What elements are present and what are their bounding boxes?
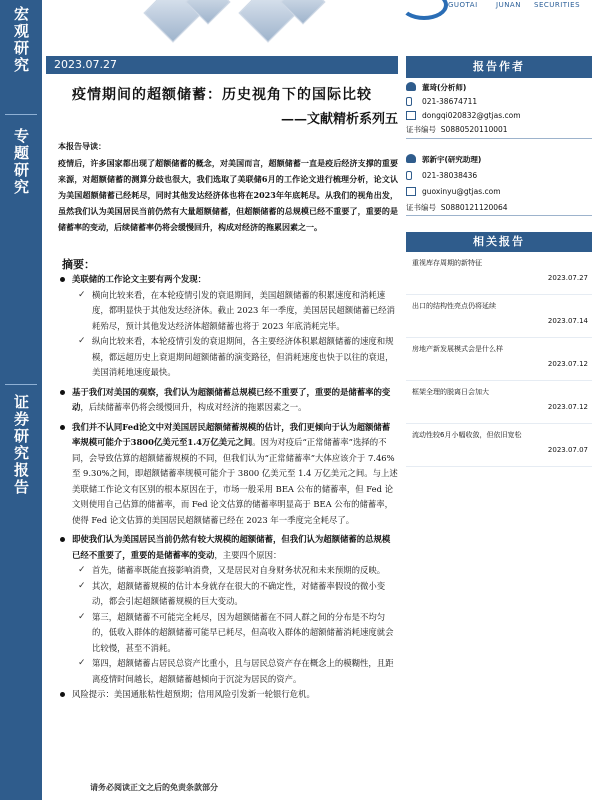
author-email[interactable]: guoxinyu@gtjas.com <box>422 187 501 196</box>
bullet-bold-text: 基于我们对美国的观察，我们认为超额储蓄总规模已经不重要了，重要的是储蓄率的变动 <box>72 386 391 412</box>
abstract-label: 摘要： <box>62 258 95 271</box>
sub-item-text: 纵向比较来看，本轮疫情引发的衰退期间，各主要经济体积累超额储蓄的速度和规模，都远超历史上衰退期间超额储蓄的演变路径，但消耗速度也快于以往的衰退，美国消耗地速度最快。 <box>92 336 394 377</box>
checkmark-icon: ✓ <box>78 289 86 300</box>
risk-warning-text: 风险提示：美国通胀粘性超预期；信用风险引发新一轮银行危机。 <box>72 689 315 699</box>
logo-text-junan: JUNAN <box>496 1 521 9</box>
related-report-item[interactable] <box>406 424 592 467</box>
author-license <box>406 124 508 136</box>
authors-header: 报告作者 <box>406 56 592 78</box>
bullet-text: ，后续储蓄率仍将会缓慢回升，构成对经济的拖累因素之一。 <box>80 402 307 412</box>
license-label: 证书编号 <box>406 125 436 134</box>
abstract-body <box>58 272 398 703</box>
phone-icon <box>406 97 412 106</box>
checkmark-icon: ✓ <box>78 580 86 591</box>
sidebar-divider <box>5 384 37 385</box>
license-label: 证书编号 <box>406 203 436 212</box>
sidebar-section-macro <box>0 6 42 79</box>
sub-item-text: 第三，超额储蓄不可能完全耗尽，因为超额储蓄在不同人群之间的分布是不均匀的，低收入群体的超额储蓄可能早已耗尽，但高收入群体的超额储蓄消耗速度就会比较慢，甚至不消耗。 <box>92 611 394 653</box>
bullet-dot-icon <box>60 692 65 697</box>
related-report-date: 2023.07.27 <box>547 274 588 282</box>
related-report-title[interactable]: 流动性较6月小幅收敛，但依旧宽松 <box>412 431 522 439</box>
author-block <box>406 154 592 214</box>
related-header: 相关报告 <box>406 232 592 252</box>
company-logo <box>400 0 590 14</box>
related-report-title[interactable]: 框架全理的脱离日会加大 <box>412 388 489 396</box>
sidebar-section-special-label: 专题研究 <box>12 128 30 196</box>
author-license <box>406 202 508 214</box>
logo-text-guotai: GUOTAI <box>448 1 478 9</box>
sub-item <box>58 563 398 579</box>
divider <box>406 138 592 139</box>
related-report-date: 2023.07.14 <box>547 317 588 325</box>
bullet-item <box>58 272 398 288</box>
related-report-title[interactable]: 重视库存周期的新特征 <box>412 259 482 267</box>
sidebar-section-report-label: 证券研究报告 <box>12 394 30 496</box>
author-email[interactable]: dongqi020832@gtjas.com <box>422 111 521 120</box>
related-report-item[interactable] <box>406 381 592 424</box>
related-report-title[interactable]: 房地产新发展模式会是什么样 <box>412 345 503 353</box>
bullet-item <box>58 532 398 563</box>
related-reports-list <box>406 252 592 467</box>
divider <box>406 215 592 216</box>
related-panel-header <box>406 232 592 252</box>
license-number: S0880121120064 <box>440 203 508 212</box>
sub-item <box>58 334 398 381</box>
phone-icon <box>406 171 412 180</box>
sub-item-text: 首先，储蓄率既能直接影响消费，又是居民对自身财务状况和未来预期的反映。 <box>92 565 386 575</box>
sub-item <box>58 579 398 610</box>
bullet-dot-icon <box>60 390 65 395</box>
guide-text: 疫情后，许多国家都出现了超额储蓄的概念，对美国而言，超额储蓄一直是疫后经济支撑的重要来源，对超额储蓄的测算分歧也很大，我们选取了美联储6月的工作论文进行梳理分析，论文认为美国超额储蓄已经耗尽，同时其他发达经济体也将在2023年年底耗尽。从我们的视角出发，虽然我们认为美国居民当前仍然有大量超额储蓄，但超额储蓄的总规模已经不重要了，重要的是储蓄率的变动，后续储蓄率仍将会缓慢回升，构成对经济的拖累因素之一。 <box>58 158 398 232</box>
author-name: 董琦(分析师) <box>422 83 467 92</box>
logo-icon <box>400 0 448 20</box>
sub-item-text: 横向比较来看，在本轮疫情引发的衰退期间，美国超额储蓄的积累速度和消耗速度，都明显快于其他发达经济体。截止 2023 年一季度，美国居民超额储蓄已经消耗殆尽，预计其他发达经济体超额储蓄也将于 2023 年底消耗完毕。 <box>92 289 396 331</box>
related-report-date: 2023.07.12 <box>547 403 588 411</box>
top-banner <box>42 0 600 48</box>
checkmark-icon: ✓ <box>78 565 86 575</box>
author-phone: 021-38674711 <box>422 97 478 106</box>
sub-item-text: 其次，超额储蓄规模的估计本身就存在很大的不确定性，对储蓄率假设的微小变动，都会引起超额储蓄规模的巨大变动。 <box>92 580 386 606</box>
license-number: S0880520110001 <box>440 125 508 134</box>
person-icon <box>406 82 416 91</box>
report-subtitle: ——文献精析系列五 <box>280 112 398 127</box>
author-phone: 021-38038436 <box>422 171 478 180</box>
bullet-item-risk <box>58 687 398 703</box>
disclaimer-note: 请务必阅读正文之后的免责条款部分 <box>90 782 218 792</box>
sub-item <box>58 656 398 687</box>
sidebar-section-report <box>0 394 42 501</box>
report-date-bar <box>46 56 398 74</box>
bullet-dot-icon <box>60 277 65 282</box>
checkmark-icon: ✓ <box>78 336 86 346</box>
bullet-dot-icon <box>60 425 65 430</box>
related-report-item[interactable] <box>406 295 592 338</box>
report-date: 2023.07.27 <box>54 58 117 71</box>
bullet-text: ，主要四个原因： <box>214 549 282 560</box>
checkmark-icon: ✓ <box>78 658 86 668</box>
related-report-item[interactable] <box>406 338 592 381</box>
mail-icon <box>406 187 416 196</box>
bullet-item <box>58 385 398 416</box>
related-report-item[interactable] <box>406 252 592 295</box>
sub-item <box>58 610 398 657</box>
bullet-dot-icon <box>60 537 65 542</box>
bullet-bold-text: 美联储的工作论文主要有两个发现： <box>72 274 206 284</box>
left-sidebar <box>0 0 42 800</box>
bullet-bold-text: 我们并不认同Fed论文中对美国居民超额储蓄规模的估计，我们更倾向于认为超额储蓄率规模可能介于3800亿美元至1.4万亿美元之间 <box>72 421 391 447</box>
checkmark-icon: ✓ <box>78 611 86 622</box>
bullet-item <box>58 420 398 529</box>
sidebar-section-macro-label: 宏观研究 <box>12 6 30 74</box>
related-report-title[interactable]: 出口的结构性亮点仍将延续 <box>412 302 496 310</box>
sub-item-text: 第四，超额储蓄占居民总资产比重小，且与居民总资产存在概念上的模糊性，且距离疫情时间越长，超额储蓄越倾向于沉淀为居民的资产。 <box>92 658 394 684</box>
logo-text-securities: SECURITIES <box>534 1 581 9</box>
author-block <box>406 82 592 142</box>
bullet-bold-text: 即使我们认为美国居民当前仍然有较大规模的超额储蓄，但我们认为超额储蓄的总规模已经不重要了，重要的是储蓄率的变动 <box>72 534 391 560</box>
mail-icon <box>406 111 416 120</box>
guide-label: 本报告导读： <box>58 141 106 151</box>
related-report-date: 2023.07.07 <box>547 446 588 454</box>
sidebar-divider <box>5 114 37 115</box>
related-report-date: 2023.07.12 <box>547 360 588 368</box>
sidebar-section-special <box>0 128 42 201</box>
sub-item <box>58 288 398 335</box>
report-title: 疫情期间的超额储蓄：历史视角下的国际比较 <box>72 87 372 103</box>
bullet-text: 。因为对疫后“正常储蓄率”选择的不同，会导致估算的超额储蓄规模的不同，但我们认为“正常储蓄率”大体应该介于 7.46%至 9.30%之间，即超额储蓄率规模可能介于 3800 亿美元至 1.4 万亿美元之间。与上述美联储工作论文有区别的根本原因在于，市场一般采用 BEA 公布的储蓄率，但 Fed 论文则使用自己估算的储蓄率，而 Fed 论文估算的储蓄率明显高于 BEA 公布的储蓄率，使得 Fed 论文估算的美国居民超额储蓄已经在 2023 年一季度完全耗尽了。 <box>72 437 398 525</box>
authors-panel-header <box>406 56 592 78</box>
person-icon <box>406 154 416 163</box>
author-name: 郭新宇(研究助理) <box>422 155 482 164</box>
